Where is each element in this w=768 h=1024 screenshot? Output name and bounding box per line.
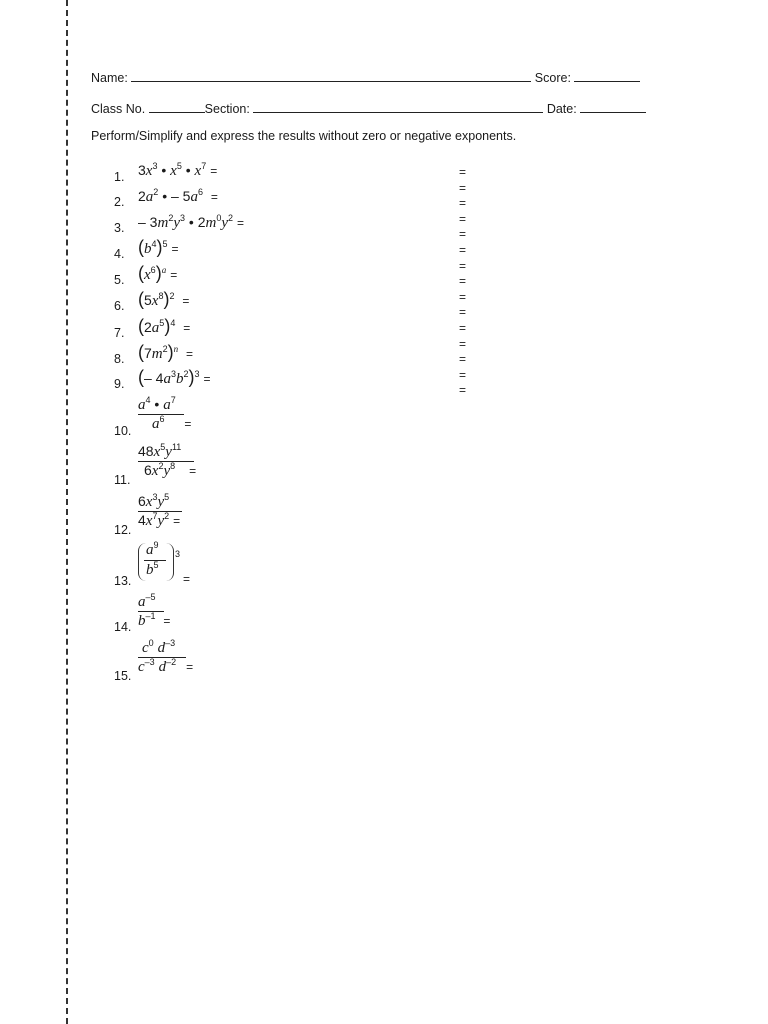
class-label: Class No.: [91, 102, 146, 116]
section-label: Section:: [204, 102, 250, 116]
answer-equals-sign: =: [459, 352, 467, 367]
problem-number: 6.: [114, 299, 125, 313]
instructions: Perform/Simplify and express the results without zero or negative exponents.: [91, 129, 517, 143]
answer-equals-sign: =: [459, 242, 467, 257]
problem-expression: $(b^4)^5$ =: [138, 237, 179, 257]
date-label: Date:: [546, 102, 577, 116]
answer-equals-sign: =: [459, 305, 467, 320]
problem-expression: (– $4a^3b^2)^3$ =: [138, 367, 211, 387]
problem-number: 14.: [114, 620, 132, 634]
answer-equals-sign: =: [459, 165, 467, 179]
answer-equals-sign: =: [459, 196, 467, 211]
problem-expression: $a^{-5}$ $b^{-1}$ =: [138, 592, 171, 629]
section-field[interactable]: [253, 101, 543, 113]
problem-expression: $c^0$ $d^{-3}$ $c^{-3}$ $d^{-2}$ =: [138, 638, 194, 675]
problem-number: 10.: [114, 424, 132, 438]
class-field[interactable]: [149, 101, 205, 113]
problem-number: 8.: [114, 352, 125, 366]
answer-equals-sign: =: [459, 383, 467, 398]
problem-expression: $3x^3$ • $x^5$ • $x^7$ =: [138, 161, 218, 179]
score-label: Score:: [534, 71, 571, 85]
problem-number: 12.: [114, 523, 132, 537]
answer-equals-sign: =: [459, 274, 467, 289]
problem-number: 7.: [114, 326, 125, 340]
problem-number: 2.: [114, 195, 125, 209]
problem-number: 13.: [114, 574, 132, 588]
class-row: [91, 101, 646, 116]
problem-expression: $(7m^2)^n$ =: [138, 342, 194, 362]
problem-number: 5.: [114, 273, 125, 287]
problem-expression: $(5x^8)^2$ =: [138, 289, 190, 309]
problem-expression: – $3m^2y^3$ • $2m^0y^2$ =: [138, 213, 245, 231]
problem-expression: $(2a^5)^4$ =: [138, 316, 191, 336]
answer-equals-sign: =: [459, 336, 467, 351]
answer-equals-sign: =: [459, 367, 467, 382]
problem-expression: $(x^6)^a$ =: [138, 263, 178, 283]
problem-expression: $a^4$ • $a^7$ $a^6$ =: [138, 395, 192, 432]
score-field[interactable]: [574, 70, 640, 82]
problem-number: 3.: [114, 221, 125, 235]
name-field[interactable]: [131, 70, 531, 82]
answer-equals-sign: =: [459, 211, 467, 226]
problem-expression: $48x^5y^{11}$ $6x^2y^8$ =: [138, 442, 197, 479]
problem-number: 4.: [114, 247, 125, 261]
problem-number: 11.: [114, 473, 131, 487]
problem-expression: $6x^3y^5$ $4x^7y^2$ =: [138, 492, 181, 529]
answer-equals-sign: =: [459, 320, 467, 335]
problem-number: 1.: [114, 170, 125, 184]
answer-equals-sign: =: [459, 258, 467, 273]
problem-number: 9.: [114, 377, 125, 391]
name-row: [91, 70, 640, 85]
answer-equals-sign: =: [459, 227, 467, 242]
answer-column: [459, 165, 466, 399]
problem-expression: $2a^2$ • – $5a^6$ =: [138, 187, 218, 205]
name-label: Name:: [91, 71, 128, 85]
answer-equals-sign: =: [459, 289, 467, 304]
problem-number: 15.: [114, 669, 132, 683]
date-field[interactable]: [580, 101, 646, 113]
cut-line: [66, 0, 68, 1024]
answer-equals-sign: =: [459, 180, 467, 195]
